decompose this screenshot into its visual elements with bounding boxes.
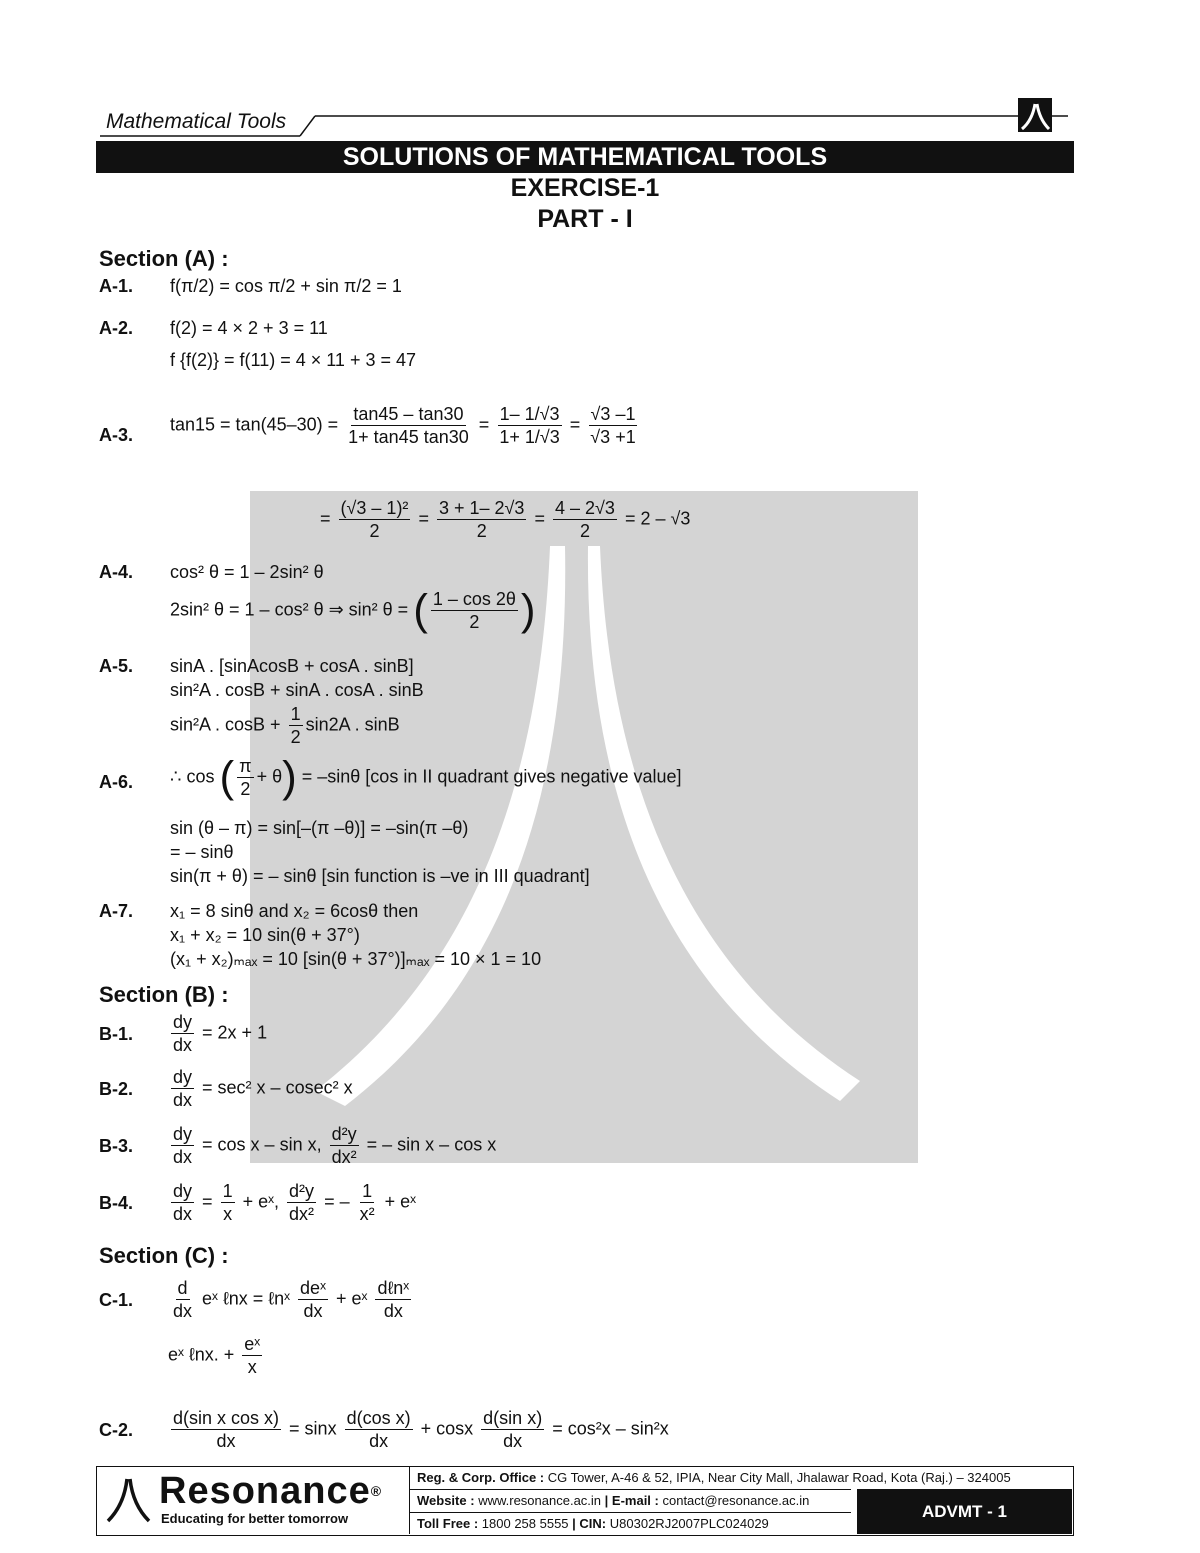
numerator: (√3 – 1)² bbox=[340, 498, 409, 518]
fraction bbox=[171, 1180, 194, 1225]
c2-text: = sinx bbox=[289, 1418, 337, 1439]
right-paren: ) bbox=[282, 752, 297, 802]
a6-text: + θ bbox=[256, 766, 283, 787]
cin-value: U80302RJ2007PLC024029 bbox=[609, 1516, 769, 1531]
a4-line: cos² θ = 1 – 2sin² θ bbox=[170, 562, 324, 582]
a4-text: 2sin² θ = 1 – cos² θ ⇒ sin² θ = bbox=[170, 599, 414, 620]
numerator: 3 + 1– 2√3 bbox=[438, 498, 525, 518]
fraction bbox=[171, 1407, 281, 1452]
fraction bbox=[171, 1011, 194, 1056]
fraction bbox=[345, 1407, 413, 1452]
denominator: dx bbox=[503, 1431, 523, 1451]
denominator: 2 bbox=[579, 521, 590, 541]
c2-text: + cosx bbox=[420, 1418, 474, 1439]
denominator: dx² bbox=[289, 1204, 315, 1224]
numerator: deˣ bbox=[300, 1278, 326, 1298]
denominator: 2 bbox=[469, 612, 480, 632]
header-rule bbox=[100, 110, 1075, 140]
a3-lhs: tan15 = tan(45–30) = bbox=[170, 414, 344, 435]
denominator: dx bbox=[173, 1204, 193, 1224]
numerator: 1 – cos 2θ bbox=[432, 589, 516, 609]
denominator: 2 bbox=[240, 779, 251, 799]
question-label: A-6. bbox=[99, 772, 134, 792]
numerator: 1 bbox=[290, 704, 301, 724]
denominator: dx bbox=[173, 1035, 193, 1055]
website-label: Website : bbox=[417, 1493, 475, 1508]
page-title: SOLUTIONS OF MATHEMATICAL TOOLS bbox=[96, 141, 1074, 173]
fraction bbox=[171, 1277, 194, 1322]
logo-tagline: Educating for better tomorrow bbox=[161, 1511, 349, 1526]
question-label: A-7. bbox=[99, 901, 134, 921]
office-address: CG Tower, A-46 & 52, IPIA, Near City Mall, Jhalawar Road, Kota (Raj.) – 324005 bbox=[547, 1470, 1011, 1485]
numerator: √3 –1 bbox=[590, 404, 636, 424]
numerator: d bbox=[177, 1278, 188, 1298]
a5-line3 bbox=[170, 703, 400, 748]
numerator: d(sin x cos x) bbox=[173, 1408, 280, 1428]
fraction bbox=[171, 1066, 194, 1111]
fraction bbox=[437, 497, 526, 542]
denominator: x bbox=[247, 1357, 257, 1377]
a6-text: = –sinθ [cos in II quadrant gives negative value] bbox=[301, 766, 682, 787]
denominator: 1+ 1/√3 bbox=[499, 427, 560, 447]
fraction bbox=[221, 1180, 235, 1225]
denominator: dx bbox=[369, 1431, 389, 1451]
section-a-heading: Section (A) : bbox=[99, 246, 229, 271]
a6-text: ∴ cos bbox=[170, 766, 215, 787]
numerator: 1 bbox=[362, 1181, 373, 1201]
equals: = – bbox=[324, 1191, 350, 1212]
a6-line: sin(π + θ) = – sinθ [sin function is –ve in III quadrant] bbox=[170, 866, 590, 886]
page-number: ADVMT - 1 bbox=[857, 1489, 1072, 1534]
toll-label: Toll Free : bbox=[417, 1516, 479, 1531]
b3-rhs: = – sin x – cos x bbox=[366, 1134, 497, 1155]
left-paren: ( bbox=[219, 752, 235, 802]
resonance-logo-icon bbox=[105, 1477, 151, 1523]
denominator: 2 bbox=[476, 521, 487, 541]
footer-logo bbox=[97, 1467, 410, 1534]
numerator: dy bbox=[173, 1012, 193, 1032]
fraction bbox=[588, 403, 637, 448]
numerator: dy bbox=[173, 1124, 193, 1144]
c1-text: eˣ ℓnx. + bbox=[168, 1344, 235, 1365]
a7-line: x₁ + x₂ = 10 sin(θ + 37°) bbox=[170, 925, 360, 945]
denominator: dx bbox=[173, 1090, 193, 1110]
email-link[interactable]: contact@resonance.ac.in bbox=[662, 1493, 810, 1508]
equals: = bbox=[534, 508, 545, 529]
b2-equation bbox=[168, 1066, 353, 1111]
denominator: dx bbox=[216, 1431, 236, 1451]
denominator: 2 bbox=[290, 727, 301, 747]
a2-line: f {f(2)} = f(11) = 4 × 11 + 3 = 47 bbox=[170, 350, 416, 370]
running-title: Mathematical Tools bbox=[106, 110, 287, 133]
fraction bbox=[553, 497, 617, 542]
b4-text: + eˣ, bbox=[242, 1191, 280, 1212]
b1-rhs: = 2x + 1 bbox=[202, 1022, 268, 1043]
denominator: x bbox=[223, 1204, 233, 1224]
equals: = bbox=[478, 414, 490, 435]
numerator: 4 – 2√3 bbox=[554, 498, 615, 518]
a3-result: = 2 – √3 bbox=[624, 508, 691, 529]
numerator: 1 bbox=[222, 1181, 233, 1201]
office-label: Reg. & Corp. Office : bbox=[417, 1470, 545, 1485]
c1-equation bbox=[168, 1277, 414, 1322]
logo-wordmark bbox=[159, 1471, 382, 1511]
c2-equation bbox=[168, 1407, 669, 1452]
fraction bbox=[339, 497, 411, 542]
c1-text: + eˣ bbox=[336, 1288, 368, 1309]
part-heading: PART - I bbox=[537, 205, 633, 233]
office-row bbox=[409, 1467, 1011, 1490]
fraction bbox=[481, 1407, 544, 1452]
question-label: B-1. bbox=[99, 1024, 134, 1044]
website-link[interactable]: www.resonance.ac.in bbox=[478, 1493, 602, 1508]
denominator: 2 bbox=[369, 521, 380, 541]
b3-equation bbox=[168, 1123, 496, 1168]
a5-line: sin²A . cosB + sinA . cosA . sinB bbox=[170, 680, 424, 700]
fraction bbox=[497, 403, 561, 448]
numerator: d²y bbox=[331, 1124, 357, 1144]
c2-text: = cos²x – sin²x bbox=[552, 1418, 669, 1439]
a5-text: sin²A . cosB + bbox=[170, 714, 286, 735]
equals: = bbox=[418, 508, 429, 529]
fraction bbox=[242, 1333, 262, 1378]
logo-name: Resonance bbox=[159, 1470, 371, 1512]
a6-line1 bbox=[170, 752, 682, 802]
b2-rhs: = sec² x – cosec² x bbox=[202, 1077, 353, 1098]
equals: = bbox=[320, 508, 331, 529]
b1-equation bbox=[168, 1011, 267, 1056]
numerator: π bbox=[239, 756, 252, 776]
numerator: d(cos x) bbox=[346, 1408, 411, 1428]
fraction bbox=[358, 1180, 377, 1225]
fraction bbox=[237, 755, 253, 800]
numerator: tan45 – tan30 bbox=[353, 404, 464, 424]
c1-equation-line2 bbox=[168, 1333, 265, 1378]
b3-text: = cos x – sin x, bbox=[202, 1134, 322, 1155]
denominator: dx bbox=[173, 1301, 193, 1321]
numerator: eˣ bbox=[244, 1334, 261, 1354]
equals: = bbox=[202, 1191, 213, 1212]
web-row bbox=[409, 1490, 851, 1513]
question-label: A-3. bbox=[99, 425, 134, 445]
denominator: dx² bbox=[331, 1147, 357, 1167]
a5-line: sinA . [sinAcosB + cosA . sinB] bbox=[170, 656, 414, 676]
a2-line: f(2) = 4 × 2 + 3 = 11 bbox=[170, 318, 328, 338]
a7-line: x₁ = 8 sinθ and x₂ = 6cosθ then bbox=[170, 901, 419, 921]
numerator: dℓnˣ bbox=[377, 1278, 410, 1298]
denominator: √3 +1 bbox=[590, 427, 636, 447]
fraction bbox=[375, 1277, 411, 1322]
fraction bbox=[330, 1123, 359, 1168]
right-paren: ) bbox=[520, 585, 536, 635]
fraction bbox=[346, 403, 471, 448]
b4-equation bbox=[168, 1180, 416, 1225]
logo-registered: ® bbox=[370, 1483, 383, 1499]
question-label: A-2. bbox=[99, 318, 134, 338]
numerator: 1– 1/√3 bbox=[499, 404, 560, 424]
question-label: A-1. bbox=[99, 276, 134, 296]
a3-equation-line2 bbox=[320, 497, 690, 542]
question-label: B-2. bbox=[99, 1079, 134, 1099]
b4-rhs: + eˣ bbox=[384, 1191, 417, 1212]
fraction bbox=[298, 1277, 328, 1322]
question-label: C-1. bbox=[99, 1290, 134, 1310]
a4-line2 bbox=[170, 585, 536, 635]
left-paren: ( bbox=[413, 585, 428, 635]
a1-line: f(π/2) = cos π/2 + sin π/2 = 1 bbox=[170, 276, 402, 296]
denominator: dx bbox=[303, 1301, 323, 1321]
a7-line: (x₁ + x₂)ₘₐₓ = 10 [sin(θ + 37°)]ₘₐₓ = 10 × 1 = 10 bbox=[170, 949, 542, 969]
question-label: C-2. bbox=[99, 1420, 134, 1440]
denominator: dx bbox=[383, 1301, 403, 1321]
question-label: A-4. bbox=[99, 562, 134, 582]
toll-row bbox=[409, 1513, 851, 1535]
exercise-heading: EXERCISE-1 bbox=[510, 174, 660, 202]
fraction bbox=[431, 588, 518, 633]
equals: = bbox=[569, 414, 581, 435]
fraction bbox=[289, 703, 303, 748]
numerator: d(sin x) bbox=[483, 1408, 543, 1428]
question-label: A-5. bbox=[99, 656, 134, 676]
resonance-logo-icon bbox=[1018, 98, 1052, 132]
numerator: dy bbox=[173, 1067, 193, 1087]
a3-equation bbox=[170, 403, 641, 448]
cin-label: | CIN: bbox=[572, 1516, 607, 1531]
footer bbox=[96, 1466, 1074, 1536]
denominator: x² bbox=[359, 1204, 375, 1224]
a5-text: sin2A . sinB bbox=[305, 714, 400, 735]
denominator: dx bbox=[173, 1147, 193, 1167]
a6-line: sin (θ – π) = sin[–(π –θ)] = –sin(π –θ) bbox=[170, 818, 469, 838]
fraction bbox=[287, 1180, 316, 1225]
question-label: B-3. bbox=[99, 1136, 134, 1156]
section-c-heading: Section (C) : bbox=[99, 1243, 229, 1268]
c1-text: eˣ ℓnx = ℓnˣ bbox=[202, 1288, 291, 1309]
denominator: 1+ tan45 tan30 bbox=[348, 427, 469, 447]
toll-number: 1800 258 5555 bbox=[481, 1516, 569, 1531]
section-b-heading: Section (B) : bbox=[99, 982, 229, 1007]
fraction bbox=[171, 1123, 194, 1168]
email-label: | E-mail : bbox=[604, 1493, 659, 1508]
a6-line: = – sinθ bbox=[170, 842, 234, 862]
numerator: dy bbox=[173, 1181, 193, 1201]
question-label: B-4. bbox=[99, 1193, 134, 1213]
numerator: d²y bbox=[289, 1181, 315, 1201]
